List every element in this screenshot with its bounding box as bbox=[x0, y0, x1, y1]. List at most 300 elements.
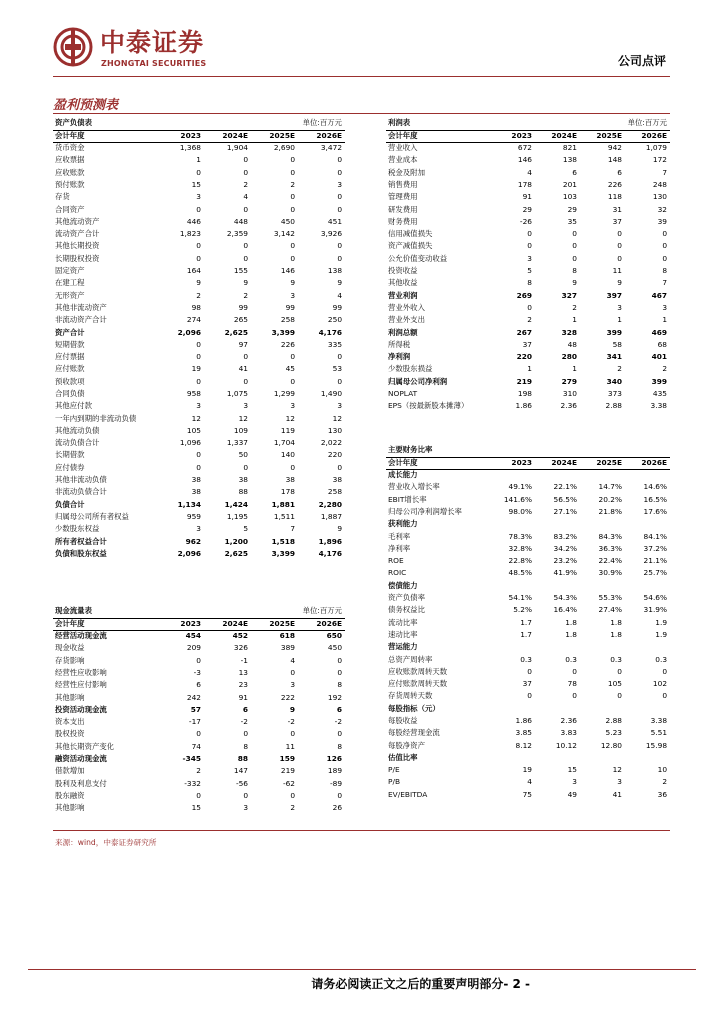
row-value: 8 bbox=[572, 266, 577, 276]
row-value: 1,887 bbox=[320, 511, 343, 521]
row-value: 0 bbox=[290, 790, 296, 800]
column-header: 2026E bbox=[625, 130, 670, 142]
row-value: 49 bbox=[567, 789, 577, 799]
row-value: 3 bbox=[617, 302, 622, 312]
column-header: 会计年度 bbox=[53, 618, 157, 630]
row-value: 1.7 bbox=[520, 617, 532, 627]
row-value: 16.5% bbox=[643, 494, 668, 504]
row-value: 1.9 bbox=[655, 629, 668, 639]
row-value: 12 bbox=[285, 413, 296, 423]
row-label: 经营性应付影响 bbox=[55, 680, 107, 690]
row-value: 4,176 bbox=[318, 548, 343, 558]
row-label: 其他影响 bbox=[55, 692, 85, 702]
row-value: -89 bbox=[329, 778, 343, 788]
table-row bbox=[53, 401, 345, 413]
table-row bbox=[386, 715, 670, 727]
column-header: 2025E bbox=[580, 130, 625, 142]
table-row bbox=[53, 265, 345, 277]
row-value: 1.8 bbox=[610, 617, 622, 627]
row-label: 非流动负债合计 bbox=[55, 487, 107, 497]
row-value: 1,424 bbox=[224, 499, 249, 509]
row-value: 0 bbox=[243, 462, 249, 472]
table-row bbox=[53, 314, 345, 326]
row-value: 3 bbox=[290, 290, 296, 300]
row-value: 32.8% bbox=[508, 543, 532, 553]
row-label: 销售费用 bbox=[388, 179, 418, 189]
row-label: 股利及利息支付 bbox=[55, 778, 107, 788]
row-value: 26 bbox=[332, 803, 343, 813]
row-value: 53 bbox=[332, 364, 343, 374]
row-value: 258 bbox=[327, 487, 343, 497]
row-label: 经营活动现金流 bbox=[55, 631, 107, 641]
section-title: 盈利预测表 bbox=[53, 98, 119, 113]
row-value: 958 bbox=[186, 388, 201, 398]
row-value: 12 bbox=[191, 413, 201, 423]
row-value: 8 bbox=[527, 278, 532, 288]
page-footer: 请务必阅读正文之后的重要声明部分- 2 - bbox=[311, 977, 530, 991]
table-title-row bbox=[386, 118, 670, 130]
row-label: 资产减值损失 bbox=[388, 241, 433, 251]
row-value: 0 bbox=[572, 666, 577, 676]
row-value: 0 bbox=[243, 253, 249, 263]
row-label: 所得税 bbox=[388, 339, 411, 349]
row-value: 2,359 bbox=[226, 229, 249, 239]
row-value: 189 bbox=[327, 766, 343, 776]
row-value: 35 bbox=[567, 216, 577, 226]
row-value: 0 bbox=[196, 655, 201, 665]
row-value: 12 bbox=[612, 765, 622, 775]
row-value: 84.1% bbox=[643, 531, 668, 541]
column-header: 2024E bbox=[204, 618, 251, 630]
row-value: 164 bbox=[186, 266, 201, 276]
table-row bbox=[386, 278, 670, 290]
table-row bbox=[386, 568, 670, 580]
table-row bbox=[386, 364, 670, 376]
column-header: 2023 bbox=[490, 457, 535, 469]
row-value bbox=[535, 703, 580, 715]
row-value: 2,625 bbox=[224, 327, 249, 337]
row-value: 19 bbox=[191, 364, 201, 374]
row-value: 37 bbox=[522, 339, 532, 349]
row-label: 每股收益 bbox=[388, 715, 418, 725]
row-label: 所有者权益合计 bbox=[55, 536, 107, 546]
row-value: 0 bbox=[617, 229, 622, 239]
table-row bbox=[386, 543, 670, 555]
row-label: 归母公司净利润增长率 bbox=[388, 506, 462, 516]
row-label: 在建工程 bbox=[55, 278, 85, 288]
row-value: 50 bbox=[238, 450, 249, 460]
row-value: 265 bbox=[233, 315, 249, 325]
row-value: 0 bbox=[290, 167, 296, 177]
row-value: 41.9% bbox=[553, 568, 577, 578]
row-value: 6 bbox=[617, 167, 622, 177]
table-row bbox=[386, 216, 670, 228]
table-row bbox=[53, 655, 345, 667]
row-value: 0 bbox=[290, 204, 296, 214]
column-header: 2023 bbox=[490, 130, 535, 142]
table-row bbox=[386, 290, 670, 302]
table-row bbox=[386, 482, 670, 494]
row-label: ROIC bbox=[388, 568, 407, 578]
row-value: 326 bbox=[233, 643, 249, 653]
row-value: 267 bbox=[516, 327, 532, 337]
table-unit: 单位:百万元 bbox=[627, 118, 668, 128]
row-value: 3.85 bbox=[515, 728, 532, 738]
row-label: 存货 bbox=[55, 192, 70, 202]
table-unit: 单位:百万元 bbox=[302, 606, 343, 616]
row-value: 3 bbox=[243, 803, 249, 813]
row-label: 投资收益 bbox=[388, 266, 418, 276]
column-header: 2025E bbox=[251, 618, 298, 630]
row-value: 219 bbox=[516, 376, 532, 386]
row-value: 1.8 bbox=[610, 629, 622, 639]
row-value: 258 bbox=[280, 315, 296, 325]
cash-flow-table bbox=[53, 606, 345, 815]
row-value: 3,926 bbox=[320, 229, 343, 239]
row-value: 0 bbox=[337, 155, 343, 165]
row-label: 债务权益比 bbox=[388, 605, 425, 615]
row-value: 75 bbox=[522, 789, 532, 799]
row-value: 9 bbox=[289, 704, 296, 714]
row-value: 88 bbox=[237, 754, 249, 764]
table-row bbox=[53, 679, 345, 691]
table-row bbox=[386, 494, 670, 506]
row-value: 0 bbox=[572, 229, 577, 239]
table-row bbox=[386, 531, 670, 543]
row-value: 198 bbox=[517, 388, 532, 398]
row-value: 219 bbox=[280, 766, 296, 776]
table-title: 主要财务比率 bbox=[388, 445, 433, 455]
row-value: 618 bbox=[279, 631, 296, 641]
row-value bbox=[580, 641, 625, 653]
table-row bbox=[386, 728, 670, 740]
row-label: 预付账款 bbox=[55, 179, 85, 189]
row-value: 0 bbox=[196, 204, 201, 214]
row-value bbox=[535, 469, 580, 481]
row-value: 3 bbox=[337, 401, 343, 411]
row-value: 5 bbox=[243, 524, 249, 534]
row-value: 1,511 bbox=[273, 511, 296, 521]
row-value: 98 bbox=[191, 302, 201, 312]
table-row bbox=[53, 630, 345, 642]
row-value: 146 bbox=[280, 266, 296, 276]
row-value: 118 bbox=[607, 192, 622, 202]
row-label: 营业收入 bbox=[388, 143, 418, 153]
row-value: 3 bbox=[617, 777, 622, 787]
table-row bbox=[386, 228, 670, 240]
row-value: 0 bbox=[527, 666, 532, 676]
row-value: 389 bbox=[280, 643, 296, 653]
row-value: 4 bbox=[290, 655, 296, 665]
row-value: 48.5% bbox=[508, 568, 532, 578]
row-label: 研发费用 bbox=[388, 204, 418, 214]
table-row bbox=[53, 511, 345, 523]
row-label: 负债合计 bbox=[55, 499, 85, 509]
row-value: 0 bbox=[290, 192, 296, 202]
row-value: 10.12 bbox=[555, 740, 577, 750]
row-label: 信用减值损失 bbox=[388, 229, 433, 239]
row-value: 25.7% bbox=[643, 568, 668, 578]
row-value: 1,096 bbox=[179, 438, 201, 448]
row-value: 0 bbox=[337, 667, 343, 677]
row-value: 105 bbox=[607, 679, 622, 689]
table-row bbox=[53, 302, 345, 314]
row-value bbox=[625, 641, 670, 653]
row-value: 2 bbox=[617, 364, 622, 374]
table-row bbox=[53, 667, 345, 679]
row-value: 0 bbox=[290, 729, 296, 739]
row-value: 3.38 bbox=[650, 401, 668, 411]
row-value: 0 bbox=[337, 376, 343, 386]
row-value: 23.2% bbox=[553, 556, 577, 566]
row-value: 1 bbox=[527, 364, 532, 374]
row-value: 0 bbox=[243, 155, 249, 165]
row-value: 91 bbox=[238, 692, 249, 702]
row-value: 2,022 bbox=[320, 438, 343, 448]
row-value: 27.4% bbox=[598, 605, 622, 615]
row-value: 450 bbox=[280, 216, 296, 226]
row-value: 1,896 bbox=[318, 536, 343, 546]
table-header-row bbox=[53, 618, 345, 630]
row-value bbox=[490, 580, 535, 592]
row-value: 178 bbox=[280, 487, 296, 497]
row-value: 9 bbox=[337, 524, 343, 534]
row-value: 5.51 bbox=[650, 728, 668, 738]
row-value: 451 bbox=[327, 216, 343, 226]
row-label: 公允价值变动收益 bbox=[388, 253, 448, 263]
row-value: 242 bbox=[186, 692, 201, 702]
row-value: 0 bbox=[337, 462, 343, 472]
row-label: 估值比率 bbox=[388, 752, 418, 762]
table-row bbox=[386, 777, 670, 789]
row-value: 279 bbox=[561, 376, 577, 386]
row-label: 总资产周转率 bbox=[388, 654, 433, 664]
row-value: 0 bbox=[196, 790, 201, 800]
row-value: 2 bbox=[196, 766, 201, 776]
row-label: 速动比率 bbox=[388, 629, 418, 639]
section-title-bar bbox=[53, 91, 670, 114]
row-value: 4 bbox=[527, 777, 532, 787]
brand-name-cn: 中泰证券 bbox=[100, 28, 205, 57]
table-row bbox=[53, 524, 345, 536]
table-row bbox=[53, 548, 345, 560]
row-value: 15 bbox=[191, 803, 201, 813]
row-value bbox=[535, 752, 580, 764]
row-value: 29 bbox=[567, 204, 577, 214]
row-value: 30.9% bbox=[598, 568, 622, 578]
row-value: 38 bbox=[285, 475, 296, 485]
row-value: 226 bbox=[280, 339, 296, 349]
table-row bbox=[53, 692, 345, 704]
row-value: 141.6% bbox=[503, 494, 532, 504]
row-value: 399 bbox=[651, 376, 668, 386]
row-value: 0 bbox=[196, 729, 201, 739]
row-value: 0 bbox=[572, 253, 577, 263]
row-value: 34.2% bbox=[553, 543, 577, 553]
row-value: 3 bbox=[572, 777, 577, 787]
row-label: 净利率 bbox=[388, 543, 411, 553]
table-row bbox=[386, 469, 670, 481]
row-label: 其他应付款 bbox=[55, 401, 92, 411]
table-row bbox=[53, 179, 345, 191]
row-value: 0 bbox=[337, 192, 343, 202]
table-row bbox=[386, 339, 670, 351]
column-header: 2024E bbox=[535, 130, 580, 142]
row-label: EV/EBITDA bbox=[388, 789, 428, 799]
row-label: 预收款项 bbox=[55, 376, 85, 386]
table-row bbox=[386, 265, 670, 277]
row-value: 99 bbox=[238, 302, 249, 312]
table-row bbox=[53, 741, 345, 753]
row-label: 管理费用 bbox=[388, 192, 418, 202]
row-value: 397 bbox=[606, 290, 622, 300]
row-value: 105 bbox=[186, 425, 201, 435]
row-value: 130 bbox=[327, 425, 343, 435]
row-value: 78 bbox=[567, 679, 577, 689]
row-label: 每股经营现金流 bbox=[388, 728, 440, 738]
row-label: 固定资产 bbox=[55, 266, 85, 276]
row-value: 38 bbox=[238, 475, 249, 485]
row-value: 0 bbox=[243, 241, 249, 251]
table-row bbox=[53, 191, 345, 203]
row-value: 146 bbox=[517, 155, 532, 165]
row-label: 其他流动资产 bbox=[55, 216, 100, 226]
row-value: 269 bbox=[516, 290, 532, 300]
row-value: 2 bbox=[196, 290, 201, 300]
row-value: 54.3% bbox=[553, 593, 577, 603]
header-divider bbox=[53, 76, 670, 77]
row-value: 2 bbox=[572, 302, 577, 312]
row-value: 1,704 bbox=[273, 438, 296, 448]
row-label: 利润总额 bbox=[388, 327, 418, 337]
table-row bbox=[53, 351, 345, 363]
row-value: 3 bbox=[290, 680, 296, 690]
row-value: 138 bbox=[327, 266, 343, 276]
row-value: 12 bbox=[332, 413, 343, 423]
row-value: 650 bbox=[326, 631, 343, 641]
row-label: EPS（按最新股本摊薄） bbox=[388, 401, 469, 411]
row-value: 0 bbox=[337, 253, 343, 263]
row-value: 1.8 bbox=[565, 617, 577, 627]
row-value: -345 bbox=[182, 754, 201, 764]
footer-divider bbox=[28, 969, 696, 970]
table-unit: 单位:百万元 bbox=[302, 118, 343, 128]
table-row bbox=[386, 155, 670, 167]
row-value: 0 bbox=[196, 241, 201, 251]
row-value: 1,881 bbox=[271, 499, 296, 509]
row-value bbox=[625, 580, 670, 592]
row-value: 4 bbox=[243, 192, 249, 202]
row-value: 138 bbox=[562, 155, 577, 165]
row-value: 99 bbox=[285, 302, 296, 312]
table-row bbox=[53, 474, 345, 486]
row-value: 226 bbox=[607, 179, 622, 189]
row-value: 91 bbox=[522, 192, 532, 202]
row-value: 38 bbox=[332, 475, 343, 485]
table-row bbox=[53, 437, 345, 449]
row-value: -332 bbox=[184, 778, 201, 788]
row-value: 31 bbox=[612, 204, 622, 214]
row-value: 130 bbox=[652, 192, 668, 202]
row-value: 962 bbox=[185, 536, 201, 546]
row-value: 1.86 bbox=[515, 715, 532, 725]
row-value: 340 bbox=[606, 376, 622, 386]
row-value: 2 bbox=[243, 290, 249, 300]
row-value: 6 bbox=[196, 680, 201, 690]
row-value: 209 bbox=[186, 643, 201, 653]
table-row bbox=[386, 167, 670, 179]
row-value: -17 bbox=[188, 717, 201, 727]
table-title: 资产负债表 bbox=[55, 118, 92, 128]
row-value: 2.36 bbox=[560, 715, 577, 725]
row-label: 应收账款周转天数 bbox=[388, 666, 448, 676]
row-value: 9 bbox=[337, 278, 343, 288]
row-label: 流动负债合计 bbox=[55, 438, 100, 448]
row-value: 38 bbox=[191, 475, 201, 485]
row-value: 103 bbox=[562, 192, 577, 202]
table-row bbox=[386, 142, 670, 154]
brand-name-en: ZHONGTAI SECURITIES bbox=[101, 59, 207, 68]
row-value: 2 bbox=[290, 803, 296, 813]
column-header: 2023 bbox=[157, 618, 204, 630]
row-value: 0 bbox=[572, 691, 577, 701]
row-label: 应付账款周转天数 bbox=[388, 679, 448, 689]
row-label: P/E bbox=[388, 765, 400, 775]
row-label: 流动资产合计 bbox=[55, 229, 100, 239]
row-value: 0 bbox=[527, 302, 532, 312]
row-label: 其他长期资产变化 bbox=[55, 741, 115, 751]
row-value: -2 bbox=[240, 717, 249, 727]
row-value: 88 bbox=[238, 487, 249, 497]
table-row bbox=[53, 388, 345, 400]
row-value: 3,142 bbox=[273, 229, 296, 239]
row-value: 37 bbox=[612, 216, 622, 226]
row-value: 9 bbox=[572, 278, 577, 288]
row-value: 7 bbox=[662, 278, 668, 288]
table-row bbox=[53, 253, 345, 265]
row-value: 0 bbox=[617, 691, 622, 701]
row-value: 1,337 bbox=[226, 438, 249, 448]
row-value: 1,904 bbox=[226, 143, 249, 153]
page-header bbox=[0, 0, 724, 80]
row-value: 6 bbox=[242, 704, 249, 714]
table-row bbox=[53, 204, 345, 216]
row-value: 49.1% bbox=[508, 482, 532, 492]
row-value: 1,518 bbox=[271, 536, 296, 546]
table-row bbox=[53, 228, 345, 240]
row-value: 74 bbox=[191, 741, 201, 751]
row-value: 32 bbox=[657, 204, 668, 214]
row-value bbox=[580, 518, 625, 530]
row-value: 2.88 bbox=[605, 401, 622, 411]
row-value: 327 bbox=[561, 290, 577, 300]
table-row bbox=[53, 364, 345, 376]
row-label: 借款增加 bbox=[55, 766, 85, 776]
row-label: EBIT增长率 bbox=[388, 494, 427, 504]
row-value: 68 bbox=[657, 339, 668, 349]
row-label: 成长能力 bbox=[388, 470, 418, 480]
row-value: 446 bbox=[186, 216, 201, 226]
column-header: 会计年度 bbox=[386, 457, 490, 469]
row-value: 2,096 bbox=[177, 327, 201, 337]
row-label: 长期股权投资 bbox=[55, 253, 100, 263]
row-value: 0 bbox=[290, 241, 296, 251]
row-label: 净利润 bbox=[388, 352, 411, 362]
row-value: 3 bbox=[243, 401, 249, 411]
row-value: 1 bbox=[662, 315, 668, 325]
row-value: 2 bbox=[527, 315, 532, 325]
row-value: 8 bbox=[337, 680, 343, 690]
